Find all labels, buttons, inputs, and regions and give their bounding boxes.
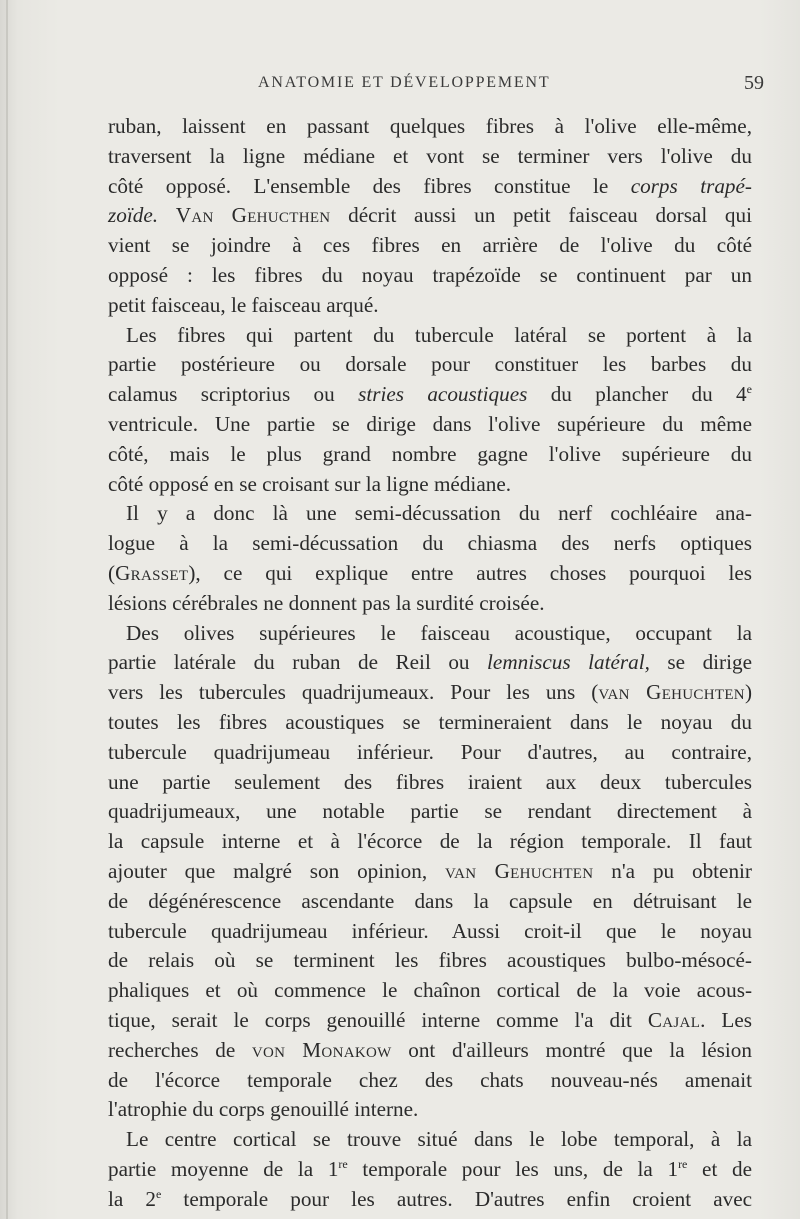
text-line: l'atrophie du corps genouillé interne. (108, 1097, 419, 1122)
text-line: traversent la ligne médiane et vont se terminer vers l'olive du (108, 143, 752, 168)
text-line: partie moyenne de la 1re temporale pour les uns, de la 1re et de (108, 1156, 752, 1181)
author-name: van Gehuchten (598, 680, 745, 705)
text-line: phaliques et où commence le chaînon cortical de la voie acous- (108, 978, 752, 1003)
text-line: petit faisceau, le faisceau arqué. (108, 292, 379, 317)
author-name: Grasset (115, 560, 189, 585)
page-number: 59 (744, 72, 764, 94)
page-header (108, 70, 764, 100)
text-line: lésions cérébrales ne donnent pas la surdité croisée. (108, 590, 545, 615)
text-line: recherches de von Monakow ont d'ailleurs montré que la lésion (108, 1037, 752, 1062)
text-line: quadrijumeaux, une notable partie se rendant directement à (108, 799, 752, 824)
author-name: van Gehuchten (444, 858, 594, 883)
author-name: Cajal (647, 1007, 701, 1032)
text-line: Les fibres qui partent du tubercule latéral se portent à la (126, 322, 752, 347)
text-line: calamus scriptorius ou stries acoustiques du plancher du 4e (108, 382, 752, 407)
text-line: Des olives supérieures le faisceau acoustique, occupant la (126, 620, 752, 645)
text-line: logue à la semi-décussation du chiasma des nerfs optiques (108, 531, 752, 556)
text-line: côté opposé en se croisant sur la ligne médiane. (108, 471, 512, 496)
author-name: von Monakow (251, 1037, 392, 1062)
text-line: de dégénérescence ascendante dans la capsule en détruisant le (108, 888, 752, 913)
text-line: ruban, laissent en passant quelques fibres à l'olive elle-même, (108, 114, 752, 138)
text-line: tique, serait le corps genouillé interne comme l'a dit Cajal. Les (108, 1007, 753, 1032)
text-line: toutes les fibres acoustiques se termineraient dans le noyau du (108, 709, 752, 734)
text-line: partie latérale du ruban de Reil ou lemniscus latéral, se dirige (108, 650, 752, 675)
text-line: zoïde. Van Gehucthen décrit aussi un petit faisceau dorsal qui (108, 203, 752, 228)
text-line: la capsule interne et à l'écorce de la région temporale. Il faut (108, 829, 752, 854)
text-line: une partie seulement des fibres iraient aux deux tubercules (108, 769, 752, 794)
text-line: de relais où se terminent les fibres acoustiques bulbo-mésocé- (108, 948, 752, 973)
text-line: vient se joindre à ces fibres en arrière de l'olive du côté (108, 233, 752, 258)
text-line: vers les tubercules quadrijumeaux. Pour les uns (van Gehuchten) (108, 680, 752, 705)
author-name: Van Gehucthen (175, 203, 331, 228)
body-text (108, 112, 752, 1214)
text-line: de l'écorce temporale chez des chats nouveau-nés amenait (108, 1067, 752, 1092)
text-line: tubercule quadrijumeau inférieur. Aussi croit-il que le noyau (108, 918, 752, 943)
text-line: opposé : les fibres du noyau trapézoïde se continuent par un (108, 262, 752, 287)
text-line: la 2e temporale pour les autres. D'autres enfin croient avec (108, 1186, 753, 1211)
text-line: Le centre cortical se trouve situé dans le lobe temporal, à la (126, 1127, 752, 1152)
text-line: tubercule quadrijumeau inférieur. Pour d'autres, au contraire, (108, 739, 752, 764)
text-line: côté, mais le plus grand nombre gagne l'olive supérieure du (108, 441, 752, 466)
text-line: (Grasset), ce qui explique entre autres choses pourquoi les (108, 560, 752, 585)
text-line: Il y a donc là une semi-décussation du nerf cochléaire ana- (126, 501, 752, 526)
text-line: ventricule. Une partie se dirige dans l'olive supérieure du même (108, 411, 752, 436)
running-title: ANATOMIE ET DÉVELOPPEMENT (258, 74, 551, 91)
text-line: partie postérieure ou dorsale pour constituer les barbes du (108, 352, 752, 377)
text-line: côté opposé. L'ensemble des fibres constitue le corps trapé- (108, 173, 752, 198)
text-line: ajouter que malgré son opinion, van Gehuchten n'a pu obtenir (108, 858, 752, 883)
page-edge-shadow (6, 0, 8, 1219)
